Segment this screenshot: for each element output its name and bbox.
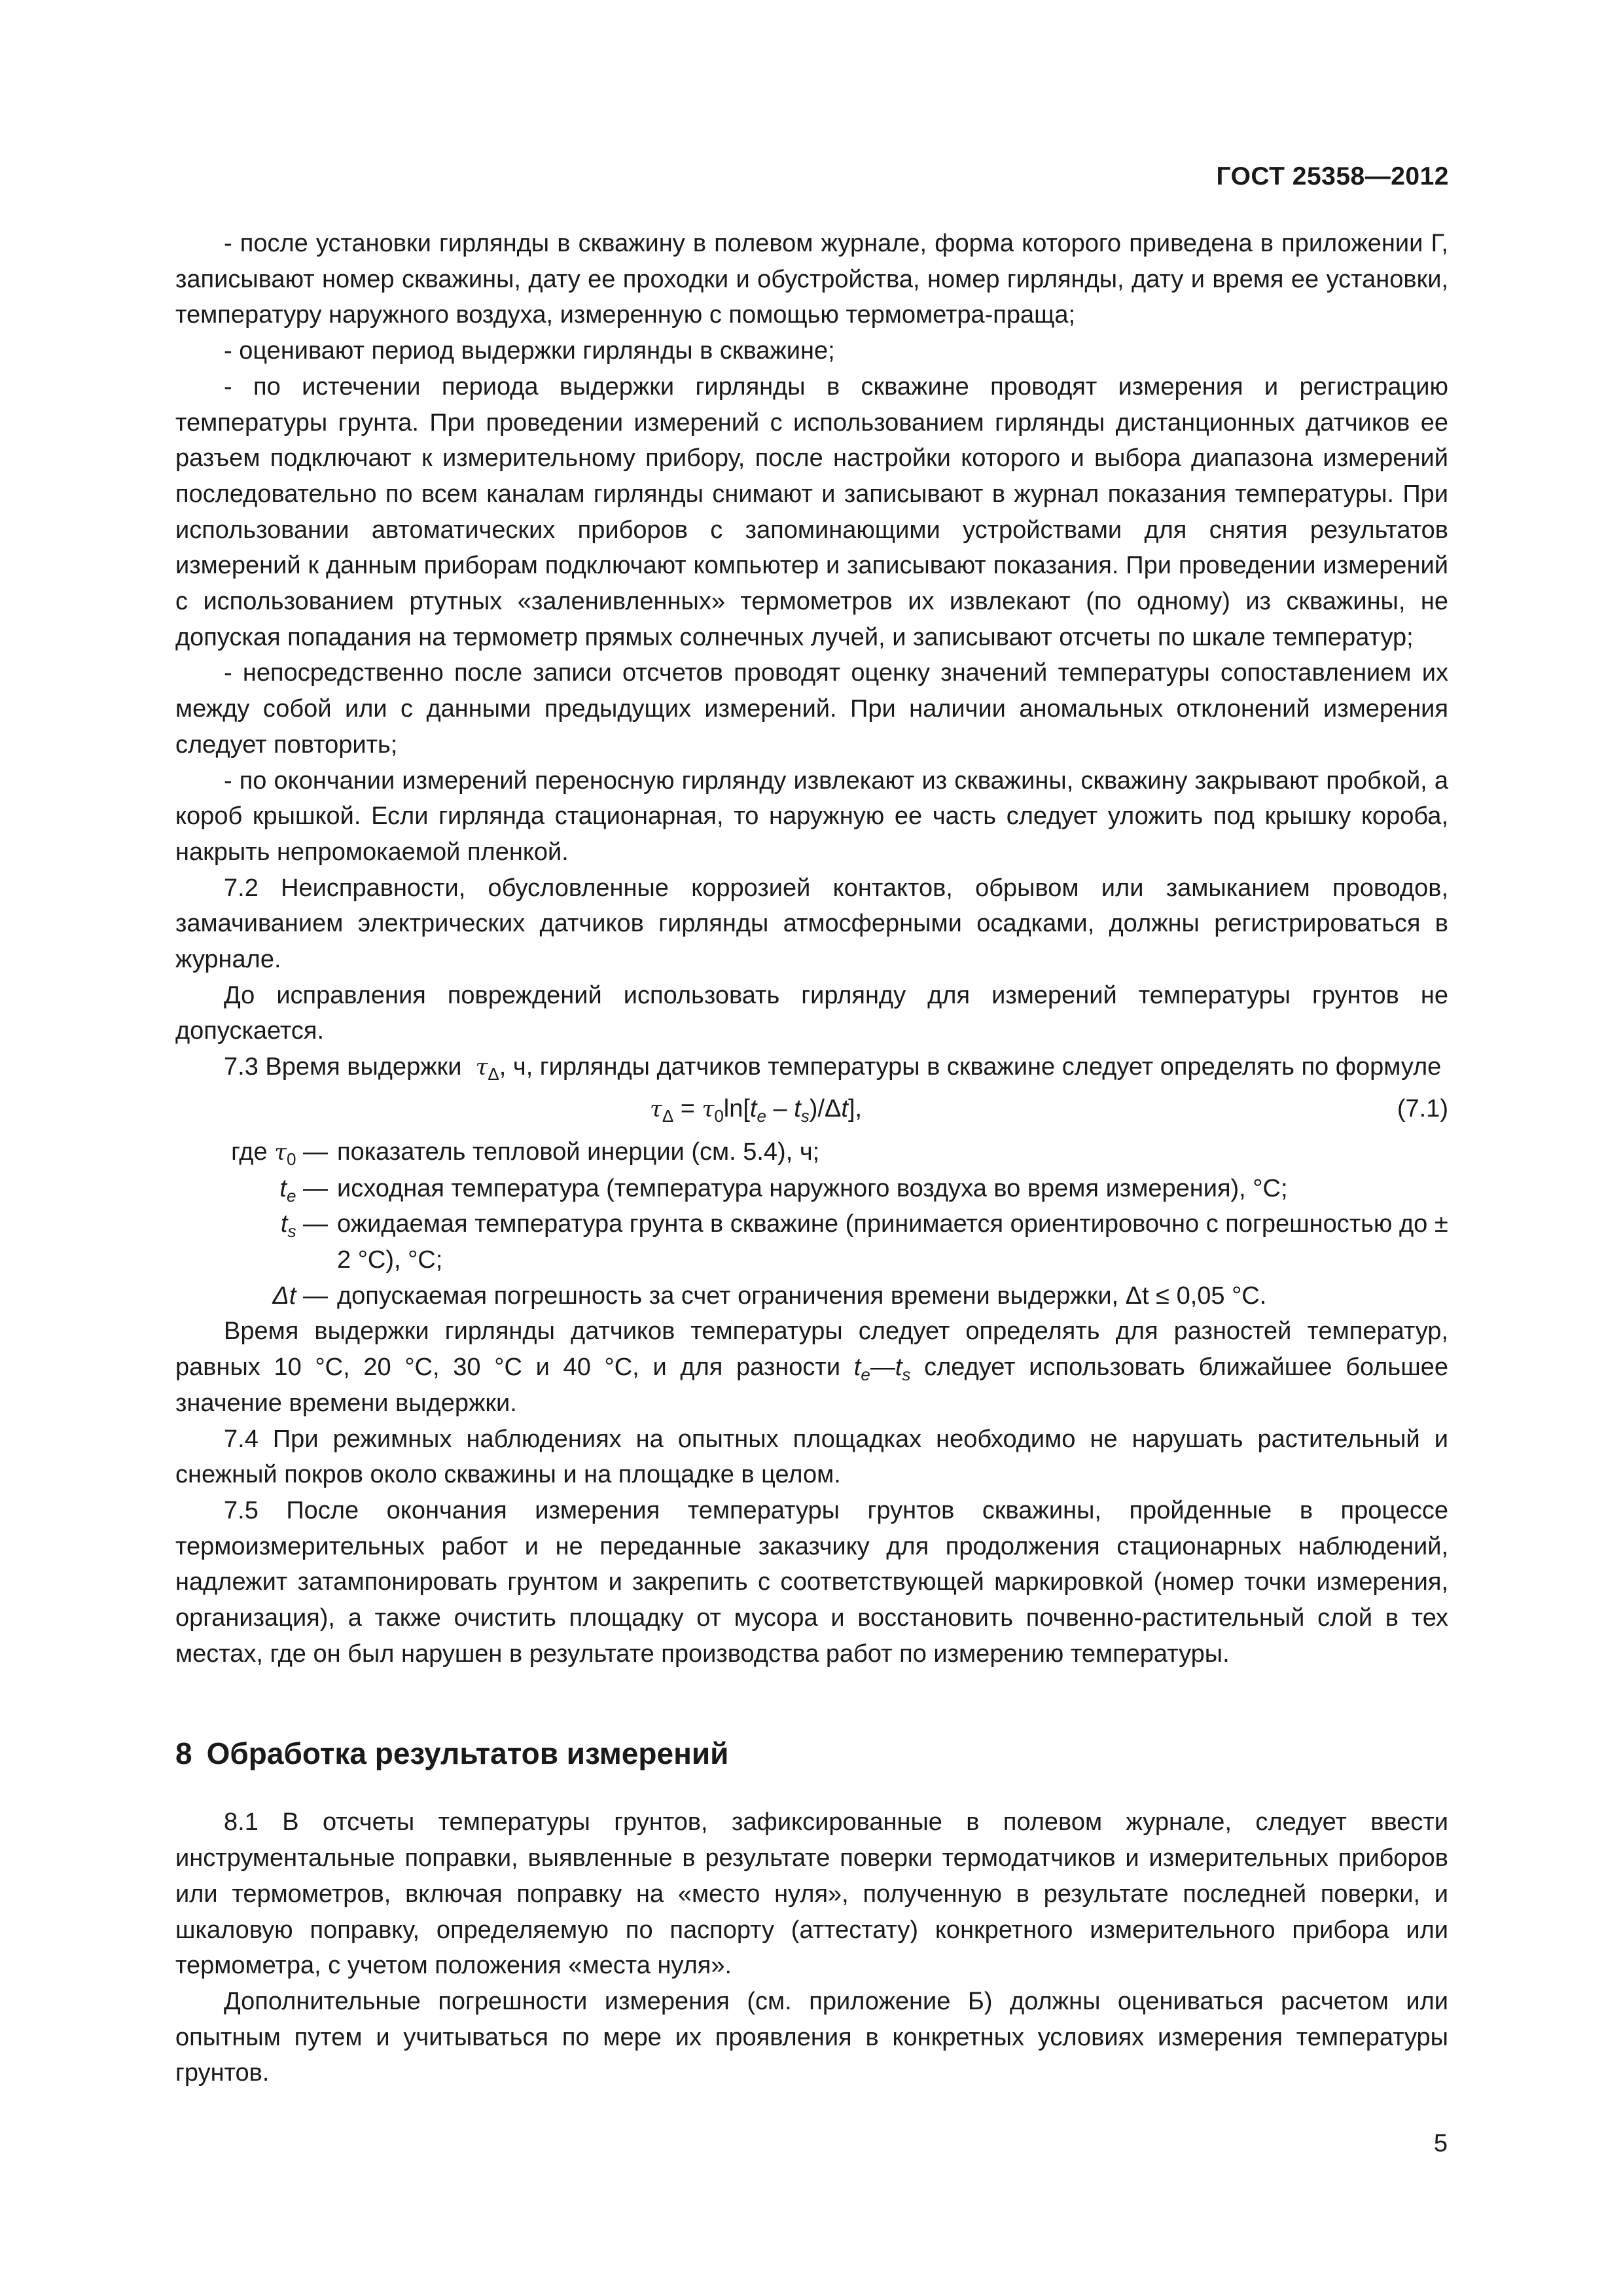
clause-7-2-note: До исправления повреждений использовать гирлянду для измерений температуры грунтов не допускается. — [175, 981, 1448, 1045]
clause-7-3-note: Время выдержки гирлянды датчиков температуры следует определять для разностей температур, равных 10 °С, 20 °С, 30 °С и 40 °С, и для разности $t_e—t_s$ следует использовать ближайшее большее значение времени выдержки. — [175, 1318, 1448, 1417]
clause-7-2: 7.2 Неисправности, обусловленные коррозией контактов, обрывом или замыканием проводов, замачиванием электрических датчиков гирлянды атмосферными осадками, должны регистрироваться в журнале. — [175, 874, 1448, 974]
formula-number: (7.1) — [1397, 1094, 1448, 1122]
formula-expression: $\tau_\Delta = \tau_0\ln[t_e - t_s)/\Delta t$], — [650, 1094, 863, 1126]
list-item: - по окончании измерений переносную гирлянду извлекают из скважины, скважину закрывают пробкой, а короб крышкой. Если гирлянда стационарная, то наружную ее часть следует уложить под крышку короба, накрыть непромокаемой пленкой. — [175, 766, 1448, 866]
list-item: - после установки гирлянды в скважину в полевом журнале, форма которого приведена в приложении Г, записывают номер скважины, дату ее проходки и обустройства, номер гирлянды, дату и время ее установки, температуру наружного воздуха, измеренную с помощью термометра-праща; — [175, 230, 1448, 329]
page-number: 5 — [1433, 2130, 1448, 2157]
list-item: - по истечении периода выдержки гирлянды в скважине проводят измерения и регистрацию температуры грунта. При проведении измерений с использованием гирлянды дистанционных датчиков ее разъем подключают к измерительному прибору, после настройки которого и выбора диапазона измерений последовательно по всем каналам гирлянды снимают и записывают в журнал показания температуры. При использовании автоматических приборов с запоминающими устройствами для снятия результатов измерений к данным приборам подключают компьютер и записывают показания. При проведении измерений с использованием ртутных «заленивленных» термометров их извлекают (по одному) из скважины, не допуская попадания на термометр прямых солнечных лучей, и записывают отсчеты по шкале температур; — [175, 372, 1448, 651]
clause-7-3: 7.3 Время выдержки $\tau_\Delta$, ч, гирлянды датчиков температуры в скважине следует определять по формуле — [224, 1053, 1442, 1085]
clause-8-1-note: Дополнительные погрешности измерения (см. приложение Б) должны оцениваться расчетом или опытным путем и учитываться по мере их проявления в конкретных условиях измерения температуры грунтов. — [175, 1987, 1448, 2087]
list-item: - непосредственно после записи отсчетов проводят оценку значений температуры сопоставлением их между собой или с данными предыдущих измерений. При наличии аномальных отклонений измерения следует повторить; — [175, 659, 1448, 759]
document-code: ГОСТ 25358—2012 — [1216, 162, 1449, 190]
where-item: $t_s$ — ожидаемая температура грунта в скважине (принимается ориентировочно с погрешностью до ± 2 °С), °С; — [280, 1210, 1448, 1274]
where-item: где $\tau_0$ — показатель тепловой инерции (см. 5.4), ч; — [231, 1138, 820, 1169]
clause-7-5: 7.5 После окончания измерения температуры грунтов скважины, пройденные в процессе термоизмерительных работ и не переданные заказчику для продолжения стационарных наблюдений, надлежит затампонировать грунтом и закрепить с соответствующей маркировкой (номер точки измерения, организация), а также очистить площадку от мусора и восстановить почвенно-растительный слой в тех местах, где он был нарушен в результате производства работ по измерению температуры. — [175, 1496, 1448, 1668]
clause-8-1: 8.1 В отсчеты температуры грунтов, зафиксированные в полевом журнале, следует ввести инструментальные поправки, выявленные в результате поверки термодатчиков и измерительных приборов или термометров, включая поправку на «место нуля», полученную в результате последней поверки, и шкаловую поправку, определяемую по паспорту (аттестату) конкретного измерительного прибора или термометра, с учетом положения «места нуля». — [175, 1808, 1448, 1980]
formula-7-1 — [175, 1091, 1448, 1130]
list-item: - оценивают период выдержки гирлянды в скважине; — [224, 337, 835, 365]
page-content — [175, 226, 1448, 2091]
section-heading: 8 Обработка результатов измерений — [175, 1736, 729, 1771]
where-item: $t_e$ — исходная температура (температура наружного воздуха во время измерения), °С; — [279, 1174, 1288, 1206]
where-item: Δt — допускаемая погрешность за счет ограничения времени выдержки, Δt ≤ 0,05 °С. — [272, 1282, 1267, 1310]
clause-7-4: 7.4 При режимных наблюдениях на опытных площадках необходимо не нарушать растительный и снежный покров около скважины и на площадке в целом. — [175, 1425, 1448, 1489]
